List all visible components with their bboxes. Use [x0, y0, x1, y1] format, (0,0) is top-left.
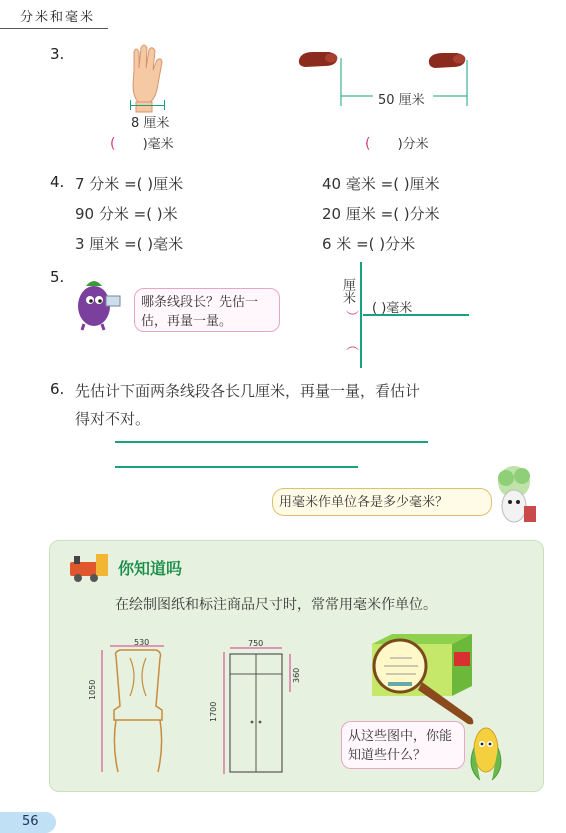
chair-height-label: 1050 — [88, 679, 97, 700]
feet-distance-label: 50 厘米 — [378, 93, 425, 108]
q3-left-answer — [110, 133, 174, 152]
did-you-know-intro: 在绘制图纸和标注商品尺寸时，常常用毫米作单位。 — [115, 597, 437, 613]
answer-paren-open: ( — [365, 136, 371, 152]
q3-number: 3. — [50, 45, 65, 63]
q6-segment-b — [115, 466, 358, 468]
cabbage-character — [484, 462, 544, 530]
vertical-paren-open: ︶ — [343, 310, 358, 323]
q3-right-answer — [365, 133, 429, 152]
did-you-know-title: 你知道吗 — [118, 559, 183, 578]
q4-number: 4. — [50, 173, 65, 191]
q6-segment-a — [115, 441, 428, 443]
vertical-unit-label: 厘米 — [340, 278, 355, 304]
page-number: 56 — [22, 814, 39, 829]
q4-row1-left: 7 分米 =( )厘米 — [75, 175, 184, 193]
header-underline — [0, 28, 108, 29]
q6-number: 6. — [50, 380, 65, 398]
q5-hint-bubble: 哪条线段长？先估一估，再量一量。 — [134, 288, 280, 332]
know-hint-bubble: 从这些图中，你能知道些什么？ — [341, 721, 465, 769]
corn-character — [456, 714, 516, 788]
q4-row2-left: 90 分米 =( )米 — [75, 205, 178, 223]
vertical-paren-close: ︵ — [343, 338, 358, 351]
q5-number: 5. — [50, 268, 65, 286]
page-header — [0, 0, 566, 30]
chapter-title: 分米和毫米 — [20, 10, 96, 25]
q4-row3-right: 6 米 =( )分米 — [322, 235, 416, 253]
vertical-segment-label — [340, 278, 356, 308]
eggplant-character — [72, 268, 134, 332]
q4-row3-left: 3 厘米 =( )毫米 — [75, 235, 184, 253]
cabinet-drawing — [218, 638, 302, 778]
hand-length-label: 8 厘米 — [131, 116, 170, 131]
q6-text-line1: 先估计下面两条线段各长几厘米，再量一量，看估计 — [75, 382, 421, 400]
q6-text-line2: 得对不对。 — [75, 410, 151, 428]
vertical-segment — [360, 262, 362, 368]
q4-row1-right: 40 毫米 =( )厘米 — [322, 175, 440, 193]
cabinet-width-label: 750 — [248, 639, 264, 648]
q4-row2-right: 20 厘米 =( )分米 — [322, 205, 440, 223]
hand-measure-tick-left — [130, 100, 131, 110]
chair-drawing — [92, 636, 182, 776]
answer-unit: )分米 — [397, 137, 429, 152]
horizontal-segment-label: ( )毫米 — [372, 301, 413, 316]
hand-measure-line — [130, 105, 164, 106]
train-icon — [64, 550, 118, 582]
cabinet-upper-height-label: 360 — [292, 667, 301, 683]
hand-measure-tick-right — [164, 100, 165, 110]
answer-unit: )毫米 — [142, 137, 174, 152]
cabinet-height-label: 1700 — [209, 701, 218, 722]
chair-width-label: 530 — [134, 638, 150, 647]
q6-hint-bubble: 用毫米作单位各是多少毫米？ — [272, 488, 492, 516]
answer-paren-open: ( — [110, 136, 116, 152]
